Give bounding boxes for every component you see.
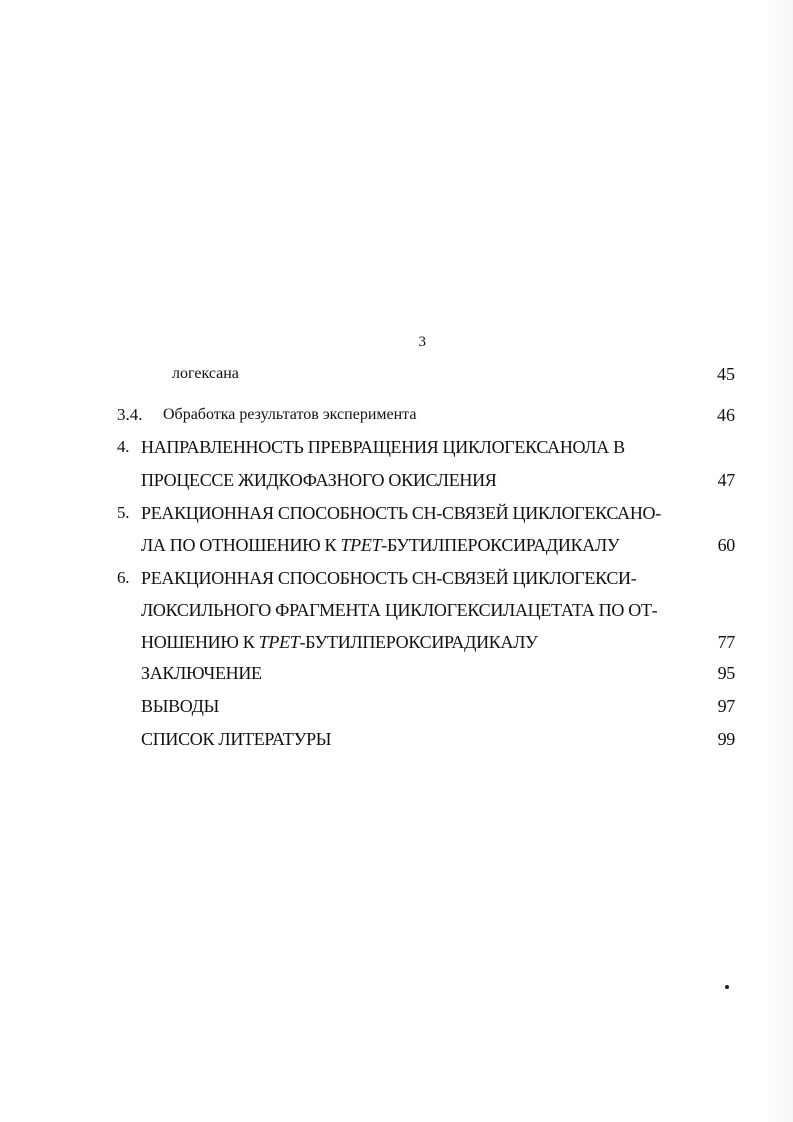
toc-entry-number: 5. <box>117 503 130 522</box>
toc-entry-text: логексана <box>172 365 239 382</box>
toc-entry-number: 3.4. <box>117 405 143 424</box>
toc-entry <box>0 533 793 557</box>
toc-entry-text: ПРОЦЕССЕ ЖИДКОФАЗНОГО ОКИСЛЕНИЯ <box>141 470 497 490</box>
toc-entry <box>0 501 793 525</box>
toc-entry-page: 46 <box>717 405 735 425</box>
toc-entry-text: Обработка результатов эксперимента <box>163 406 417 423</box>
toc-entry-text: РЕАКЦИОННАЯ СПОСОБНОСТЬ СН-СВЯЗЕЙ ЦИКЛОГЕКСАНО- <box>141 503 661 523</box>
toc-entry <box>0 403 793 427</box>
toc-entry-page: 95 <box>717 663 735 683</box>
toc-entry <box>0 566 793 590</box>
page-number: 3 <box>418 334 427 350</box>
toc-entry-text: ВЫВОДЫ <box>141 696 219 716</box>
toc-entry-number: 4. <box>117 437 130 456</box>
toc-entry-page: 97 <box>717 696 735 716</box>
toc-entry <box>0 435 793 459</box>
toc-entry <box>0 694 793 718</box>
toc-entry <box>0 362 793 386</box>
toc-entry-text: НАПРАВЛЕННОСТЬ ПРЕВРАЩЕНИЯ ЦИКЛОГЕКСАНОЛА В <box>141 437 625 457</box>
toc-entry-page: 60 <box>717 535 735 555</box>
toc-entry-text-italic: ТРЕТ <box>258 632 300 652</box>
toc-entry-text-post: -БУТИЛПЕРОКСИРАДИКАЛУ <box>299 632 538 652</box>
toc-entry-text: РЕАКЦИОННАЯ СПОСОБНОСТЬ СН-СВЯЗЕЙ ЦИКЛОГЕКСИ- <box>141 568 637 588</box>
toc-entry-page: 77 <box>717 632 735 652</box>
toc-entry-text: ЗАКЛЮЧЕНИЕ <box>141 663 262 683</box>
toc-entry-text: ЛОКСИЛЬНОГО ФРАГМЕНТА ЦИКЛОГЕКСИЛАЦЕТАТА ПО ОТ- <box>141 600 658 620</box>
toc-entry <box>0 630 793 654</box>
toc-entry <box>0 661 793 685</box>
toc-entry-text: СПИСОК ЛИТЕРАТУРЫ <box>141 729 332 749</box>
toc-entry-number: 6. <box>117 568 130 587</box>
toc-entry <box>0 727 793 751</box>
toc-entry <box>0 468 793 492</box>
toc-entry-text <box>141 533 619 557</box>
scan-speck <box>725 985 729 989</box>
toc-entry-page: 45 <box>717 364 735 384</box>
scan-edge-shade <box>763 0 793 1122</box>
toc-entry-text-post: -БУТИЛПЕРОКСИРАДИКАЛУ <box>381 535 620 555</box>
toc-entry-page: 99 <box>717 729 735 749</box>
toc-entry <box>0 598 793 622</box>
toc-entry-text-italic: ТРЕТ <box>340 535 382 555</box>
toc-entry-text-pre: ЛА ПО ОТНОШЕНИЮ К <box>141 535 341 555</box>
toc-entry-text-pre: НОШЕНИЮ К <box>141 632 259 652</box>
toc-entry-text <box>141 630 538 654</box>
toc-entry-page: 47 <box>717 470 735 490</box>
